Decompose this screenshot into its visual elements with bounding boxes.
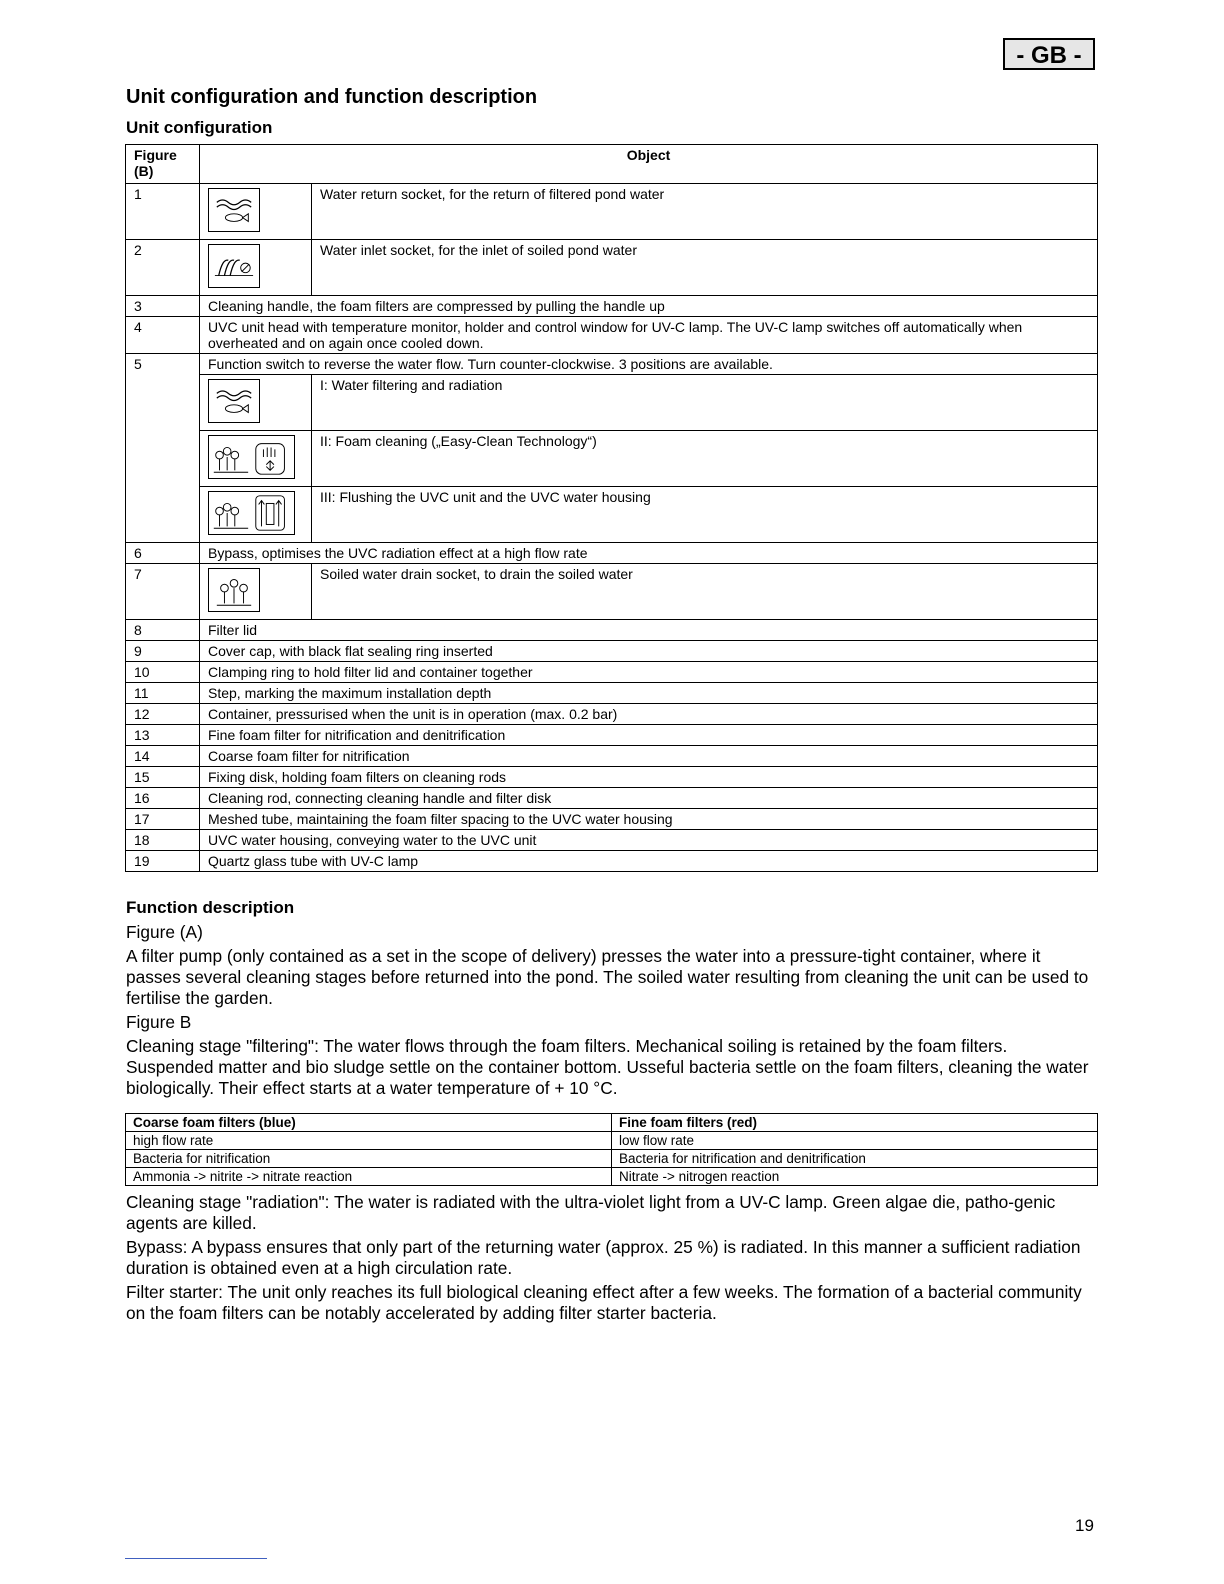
table-row: III: Flushing the UVC unit and the UVC water housing	[126, 487, 1098, 543]
figure-b-label: Figure B	[126, 1012, 192, 1032]
page-number: 19	[1075, 1516, 1094, 1535]
paragraph-figure-a: A filter pump (only contained as a set in the scope of delivery) presses the water into a pressure-tight container, where it passes several cleaning stages before returned into the pond. The soiled water resulting from cleaning the unit can be used to fertilise the garden.	[126, 946, 1089, 1008]
table-row: 1 Water return socket, for the return of filtered pond water	[126, 184, 1098, 240]
table-row: 5 Function switch to reverse the water flow. Turn counter-clockwise. 3 positions are available.	[126, 354, 1098, 375]
column-header-fine: Fine foam filters (red)	[612, 1114, 1098, 1132]
table-row: 4 UVC unit head with temperature monitor, holder and control window for UV-C lamp. The UV-C lamp switches off automatically when overheated and on again once cooled down.	[126, 317, 1098, 354]
column-header-coarse: Coarse foam filters (blue)	[126, 1114, 612, 1132]
table-row: 8 Filter lid	[126, 620, 1098, 641]
paragraph-filter-starter: Filter starter: The unit only reaches its full biological cleaning effect after a few weeks. The formation of a bacterial community on the foam filters can be notably accelerated by adding filter starter bacteria.	[126, 1282, 1082, 1323]
table-row: 19 Quartz glass tube with UV-C lamp	[126, 851, 1098, 872]
section-title-function-description: Function description	[126, 898, 295, 917]
table-row: high flow rate low flow rate	[126, 1132, 1098, 1150]
table-row: 14 Coarse foam filter for nitrification	[126, 746, 1098, 767]
table-row: 15 Fixing disk, holding foam filters on cleaning rods	[126, 767, 1098, 788]
section-title-unit-configuration: Unit configuration	[126, 118, 273, 137]
table-row: I: Water filtering and radiation	[126, 375, 1098, 431]
paragraph-radiation: Cleaning stage "radiation": The water is radiated with the ultra-violet light from a UV-C lamp. Green algae die, patho-genic agents are killed.	[126, 1192, 1056, 1233]
figure-a-label: Figure (A)	[126, 922, 203, 942]
language-tab: - GB -	[1003, 38, 1095, 70]
table-row: 16 Cleaning rod, connecting cleaning handle and filter disk	[126, 788, 1098, 809]
table-row: 6 Bypass, optimises the UVC radiation effect at a high flow rate	[126, 543, 1098, 564]
flushing-icon	[208, 491, 295, 535]
table-row: 12 Container, pressurised when the unit is in operation (max. 0.2 bar)	[126, 704, 1098, 725]
paragraph-bypass: Bypass: A bypass ensures that only part of the returning water (approx. 25 %) is radiated. In this manner a sufficient radiation duration is obtained even at a high circulation rate.	[126, 1237, 1081, 1278]
footer-rule	[125, 1558, 267, 1559]
table-row: Ammonia -> nitrite -> nitrate reaction Nitrate -> nitrogen reaction	[126, 1168, 1098, 1186]
plant-drain-icon	[208, 568, 260, 612]
water-fish-icon	[208, 188, 260, 232]
table-row: 7 Soiled water drain socket, to drain the soiled water	[126, 564, 1098, 620]
table-row: 2 Water inlet socket, for the inlet of soiled pond water	[126, 240, 1098, 296]
table-row: 3 Cleaning handle, the foam filters are compressed by pulling the handle up	[126, 296, 1098, 317]
table-row: 13 Fine foam filter for nitrification and denitrification	[126, 725, 1098, 746]
table-row: 17 Meshed tube, maintaining the foam filter spacing to the UVC water housing	[126, 809, 1098, 830]
unit-configuration-table	[125, 144, 1098, 872]
table-row: 9 Cover cap, with black flat sealing ring inserted	[126, 641, 1098, 662]
foam-filter-table	[125, 1113, 1098, 1186]
soiled-water-icon	[208, 244, 260, 288]
column-header-object: Object	[200, 145, 1098, 184]
table-row: II: Foam cleaning („Easy-Clean Technology“)	[126, 431, 1098, 487]
table-row: Bacteria for nitrification Bacteria for nitrification and denitrification	[126, 1150, 1098, 1168]
water-fish-icon	[208, 379, 260, 423]
paragraph-filtering: Cleaning stage "filtering": The water flows through the foam filters. Mechanical soiling is retained by the foam filters. Suspended matter and bio sludge settle on the container bottom. Usseful bacteria settle on the foam filters, cleaning the water biologically. Their effect starts at a water temperature of + 10 °C.	[126, 1036, 1089, 1098]
foam-cleaning-icon	[208, 435, 295, 479]
table-row: 10 Clamping ring to hold filter lid and container together	[126, 662, 1098, 683]
column-header-figure: Figure (B)	[126, 145, 200, 184]
table-row: 11 Step, marking the maximum installation depth	[126, 683, 1098, 704]
table-row: 18 UVC water housing, conveying water to the UVC unit	[126, 830, 1098, 851]
page-title: Unit configuration and function description	[126, 86, 538, 108]
